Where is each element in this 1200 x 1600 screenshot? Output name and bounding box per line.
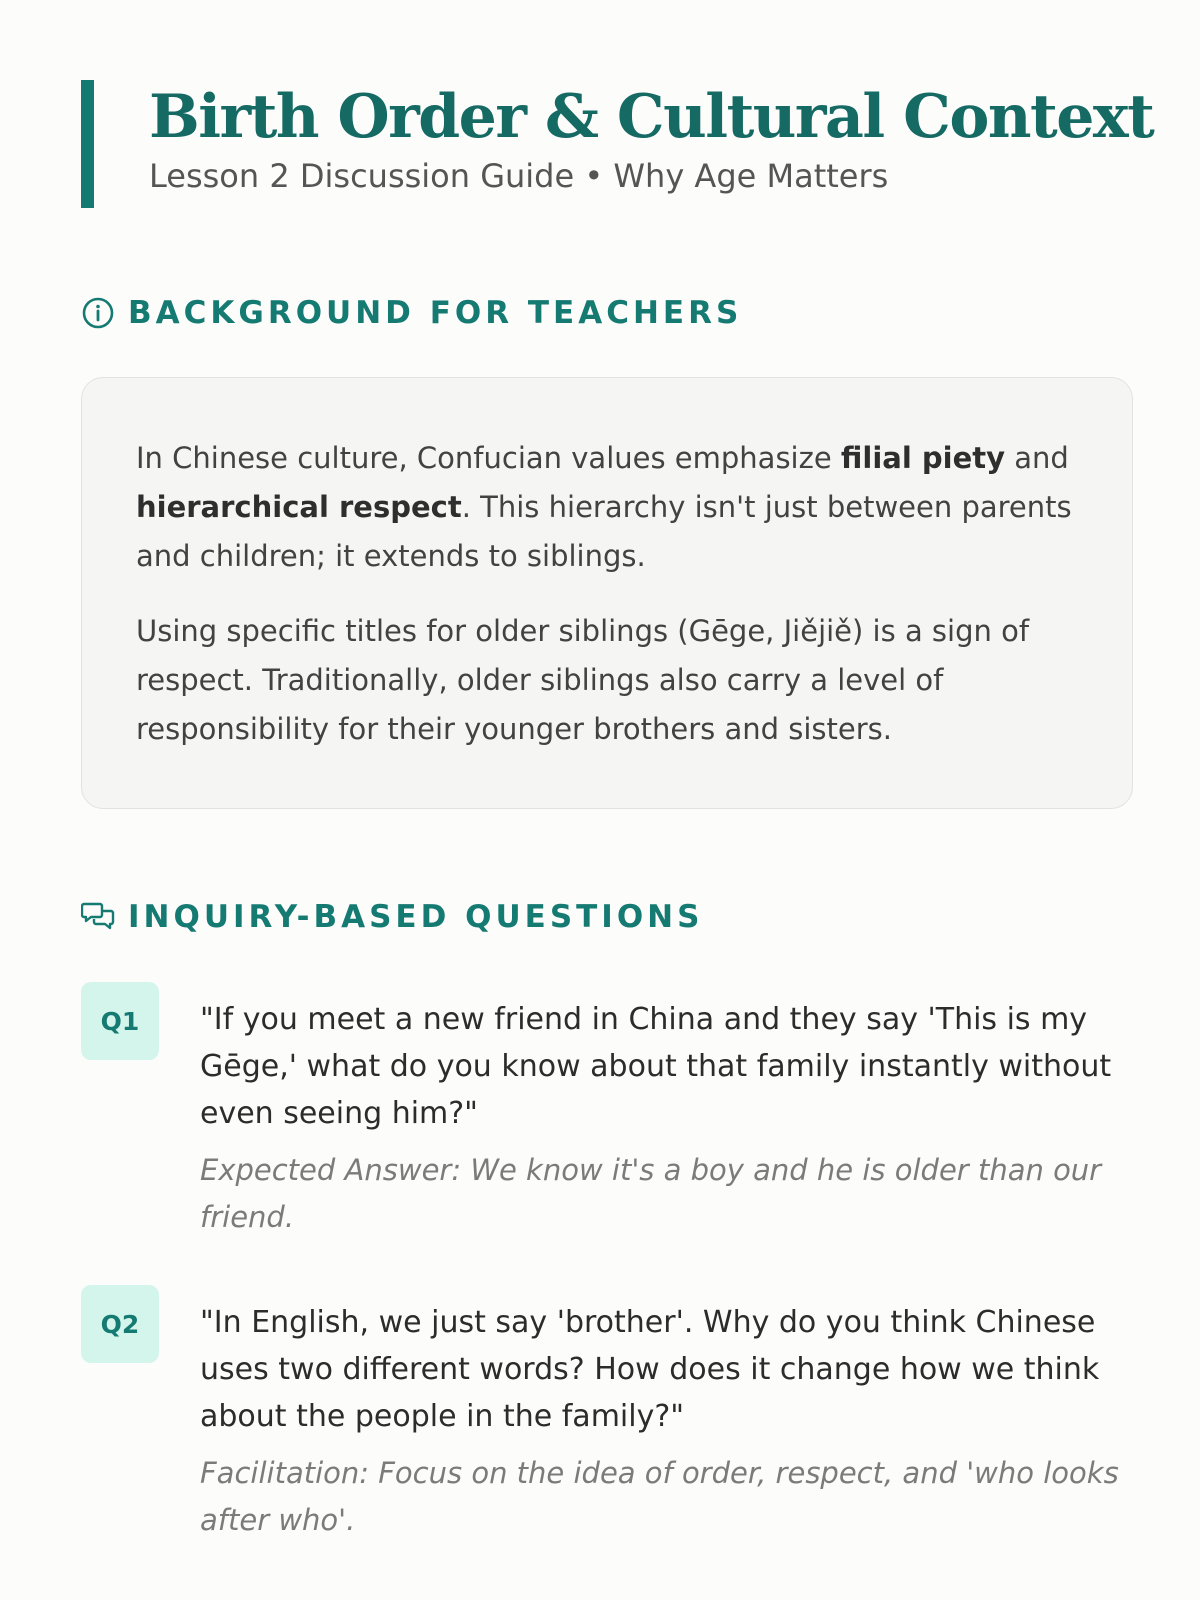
question-badge: Q2	[81, 1285, 159, 1363]
background-section	[81, 293, 1133, 809]
background-paragraph-2: Using specific titles for older siblings (Gēge, Jiějiě) is a sign of respect. Traditionally, older siblings also carry a level of responsibility for their younger brothers and sisters.	[136, 614, 1030, 746]
paragraph-text: and	[1005, 441, 1069, 475]
question-badge: Q1	[81, 982, 159, 1060]
facilitation-note: Facilitation: Focus on the idea of order, respect, and 'who looks after who'.	[200, 1456, 1119, 1537]
question-item-q1	[81, 982, 1133, 1241]
background-paragraph-1	[136, 434, 1078, 581]
question-text: "If you meet a new friend in China and they say 'This is my Gēge,' what do you know about that family instantly without even seeing him?"	[200, 1002, 1112, 1131]
bold-term-hierarchical-respect: hierarchical respect	[136, 490, 462, 524]
background-heading	[81, 293, 1133, 333]
paragraph-text: In Chinese culture, Confucian values emphasize	[136, 441, 841, 475]
header-accent-bar	[81, 80, 94, 208]
background-box	[81, 377, 1133, 809]
paragraph-text: . This hierarchy isn't just between parents and children; it extends to siblings.	[136, 490, 1072, 573]
page-header	[81, 80, 1154, 209]
info-circle-icon	[81, 296, 115, 330]
lesson-page	[81, 80, 1154, 1544]
background-heading-label: BACKGROUND FOR TEACHERS	[128, 295, 743, 331]
page-title: Birth Order & Cultural Context	[149, 82, 1154, 152]
page-subtitle: Lesson 2 Discussion Guide • Why Age Matters	[149, 157, 889, 195]
questions-heading	[81, 897, 1133, 937]
expected-answer-note: Expected Answer: We know it's a boy and he is older than our friend.	[200, 1153, 1102, 1234]
bold-term-filial-piety: filial piety	[840, 441, 1006, 475]
question-text: "In English, we just say 'brother'. Why do you think Chinese uses two different words? How does it change how we think about the people in the family?"	[200, 1305, 1100, 1434]
questions-section	[81, 897, 1133, 1544]
chat-bubbles-icon	[81, 900, 115, 934]
question-item-q2	[81, 1285, 1133, 1544]
questions-heading-label: INQUIRY-BASED QUESTIONS	[128, 899, 704, 935]
